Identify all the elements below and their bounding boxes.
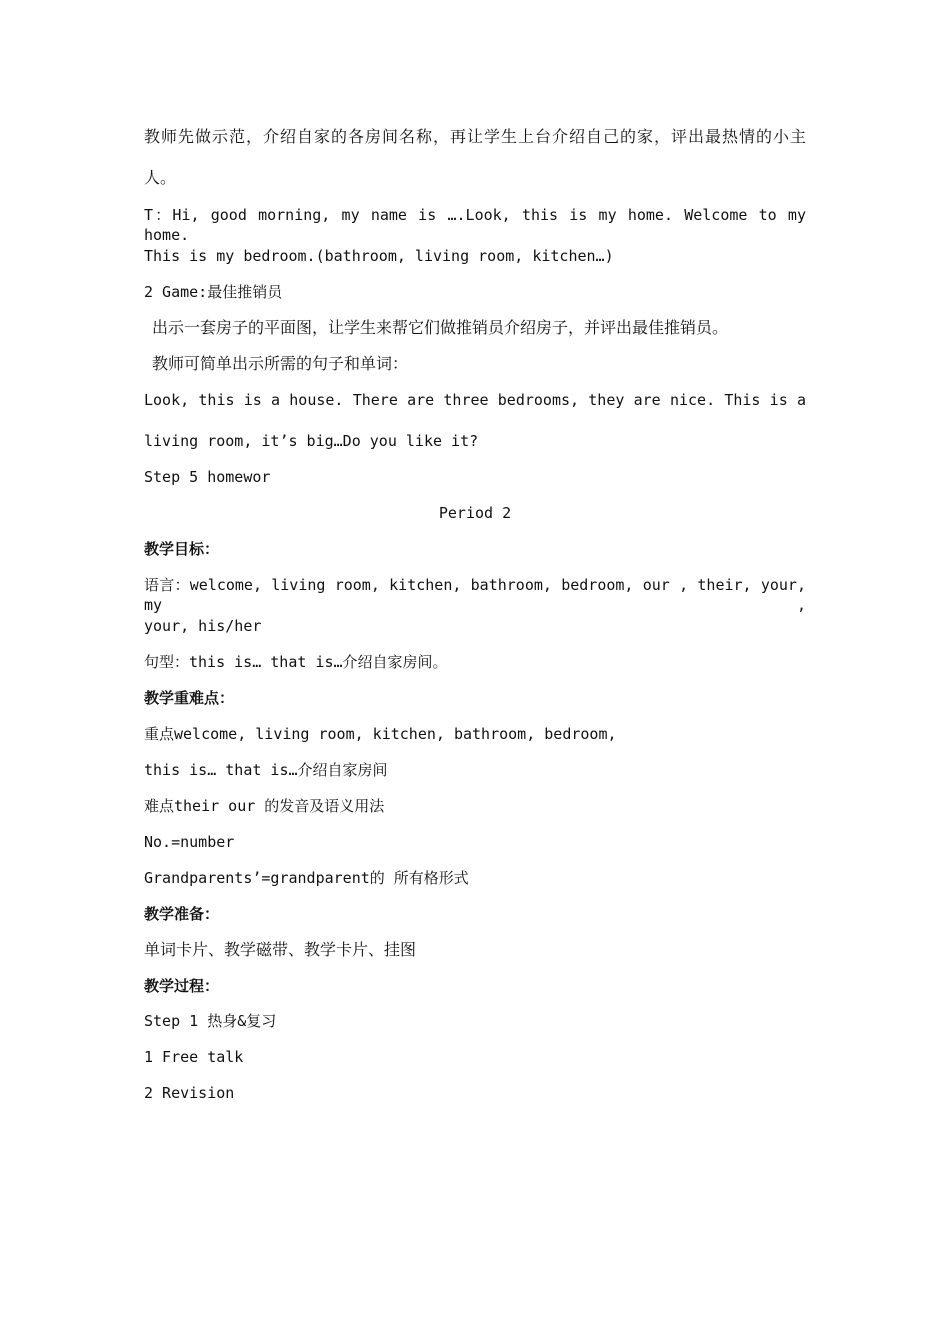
note-number: No.=number bbox=[144, 833, 235, 851]
dialogue-teacher-line-cont: This is my bedroom.(bathroom, living room, kitchen…) bbox=[144, 247, 614, 265]
objectives-language: 语言：welcome, living room, kitchen, bathroom, bedroom, our , their, your, my , bbox=[144, 576, 806, 614]
dialogue-teacher-line: T：Hi, good morning, my name is ….Look, this is my home. Welcome to my home. bbox=[144, 206, 806, 244]
game-title: 2 Game:最佳推销员 bbox=[144, 283, 283, 301]
step-homework: Step 5 homewor bbox=[144, 468, 271, 486]
game-description: 出示一套房子的平面图，让学生来帮它们做推销员介绍房子，并评出最佳推销员。 bbox=[152, 318, 729, 337]
section-heading-procedure: 教学过程： bbox=[144, 977, 220, 995]
step-warmup: Step 1 热身&复习 bbox=[144, 1012, 277, 1030]
key-points-focus-cont: this is… that is…介绍自家房间 bbox=[144, 761, 388, 779]
preparation-materials: 单词卡片、教学磁带、教学卡片、挂图 bbox=[144, 940, 417, 959]
objectives-language-cont: your, his/her bbox=[144, 617, 262, 635]
game-hint: 教师可简单出示所需的句子和单词： bbox=[152, 354, 409, 373]
key-points-focus: 重点welcome, living room, kitchen, bathroom, bedroom, bbox=[144, 725, 617, 743]
period-title: Period 2 bbox=[438, 504, 512, 522]
objectives-sentence-patterns: 句型：this is… that is…介绍自家房间。 bbox=[144, 653, 448, 671]
paragraph-demo-instruction-cont: 人。 bbox=[144, 168, 177, 187]
paragraph-demo-instruction: 教师先做示范，介绍自家的各房间名称，再让学生上台介绍自己的家，评出最热情的小主 bbox=[144, 127, 806, 146]
key-points-difficulty: 难点their our 的发音及语义用法 bbox=[144, 797, 385, 815]
example-sentence-cont: living room, it’s big…Do you like it? bbox=[144, 432, 479, 450]
step-free-talk: 1 Free talk bbox=[144, 1048, 244, 1066]
step-revision: 2 Revision bbox=[144, 1084, 235, 1102]
section-heading-objectives: 教学目标： bbox=[144, 540, 220, 558]
example-sentence: Look, this is a house. There are three bedrooms, they are nice. This is a bbox=[144, 391, 806, 409]
section-heading-key-points: 教学重难点： bbox=[144, 689, 235, 707]
section-heading-preparation: 教学准备： bbox=[144, 905, 220, 923]
note-possessive: Grandparents’=grandparent的 所有格形式 bbox=[144, 869, 469, 887]
